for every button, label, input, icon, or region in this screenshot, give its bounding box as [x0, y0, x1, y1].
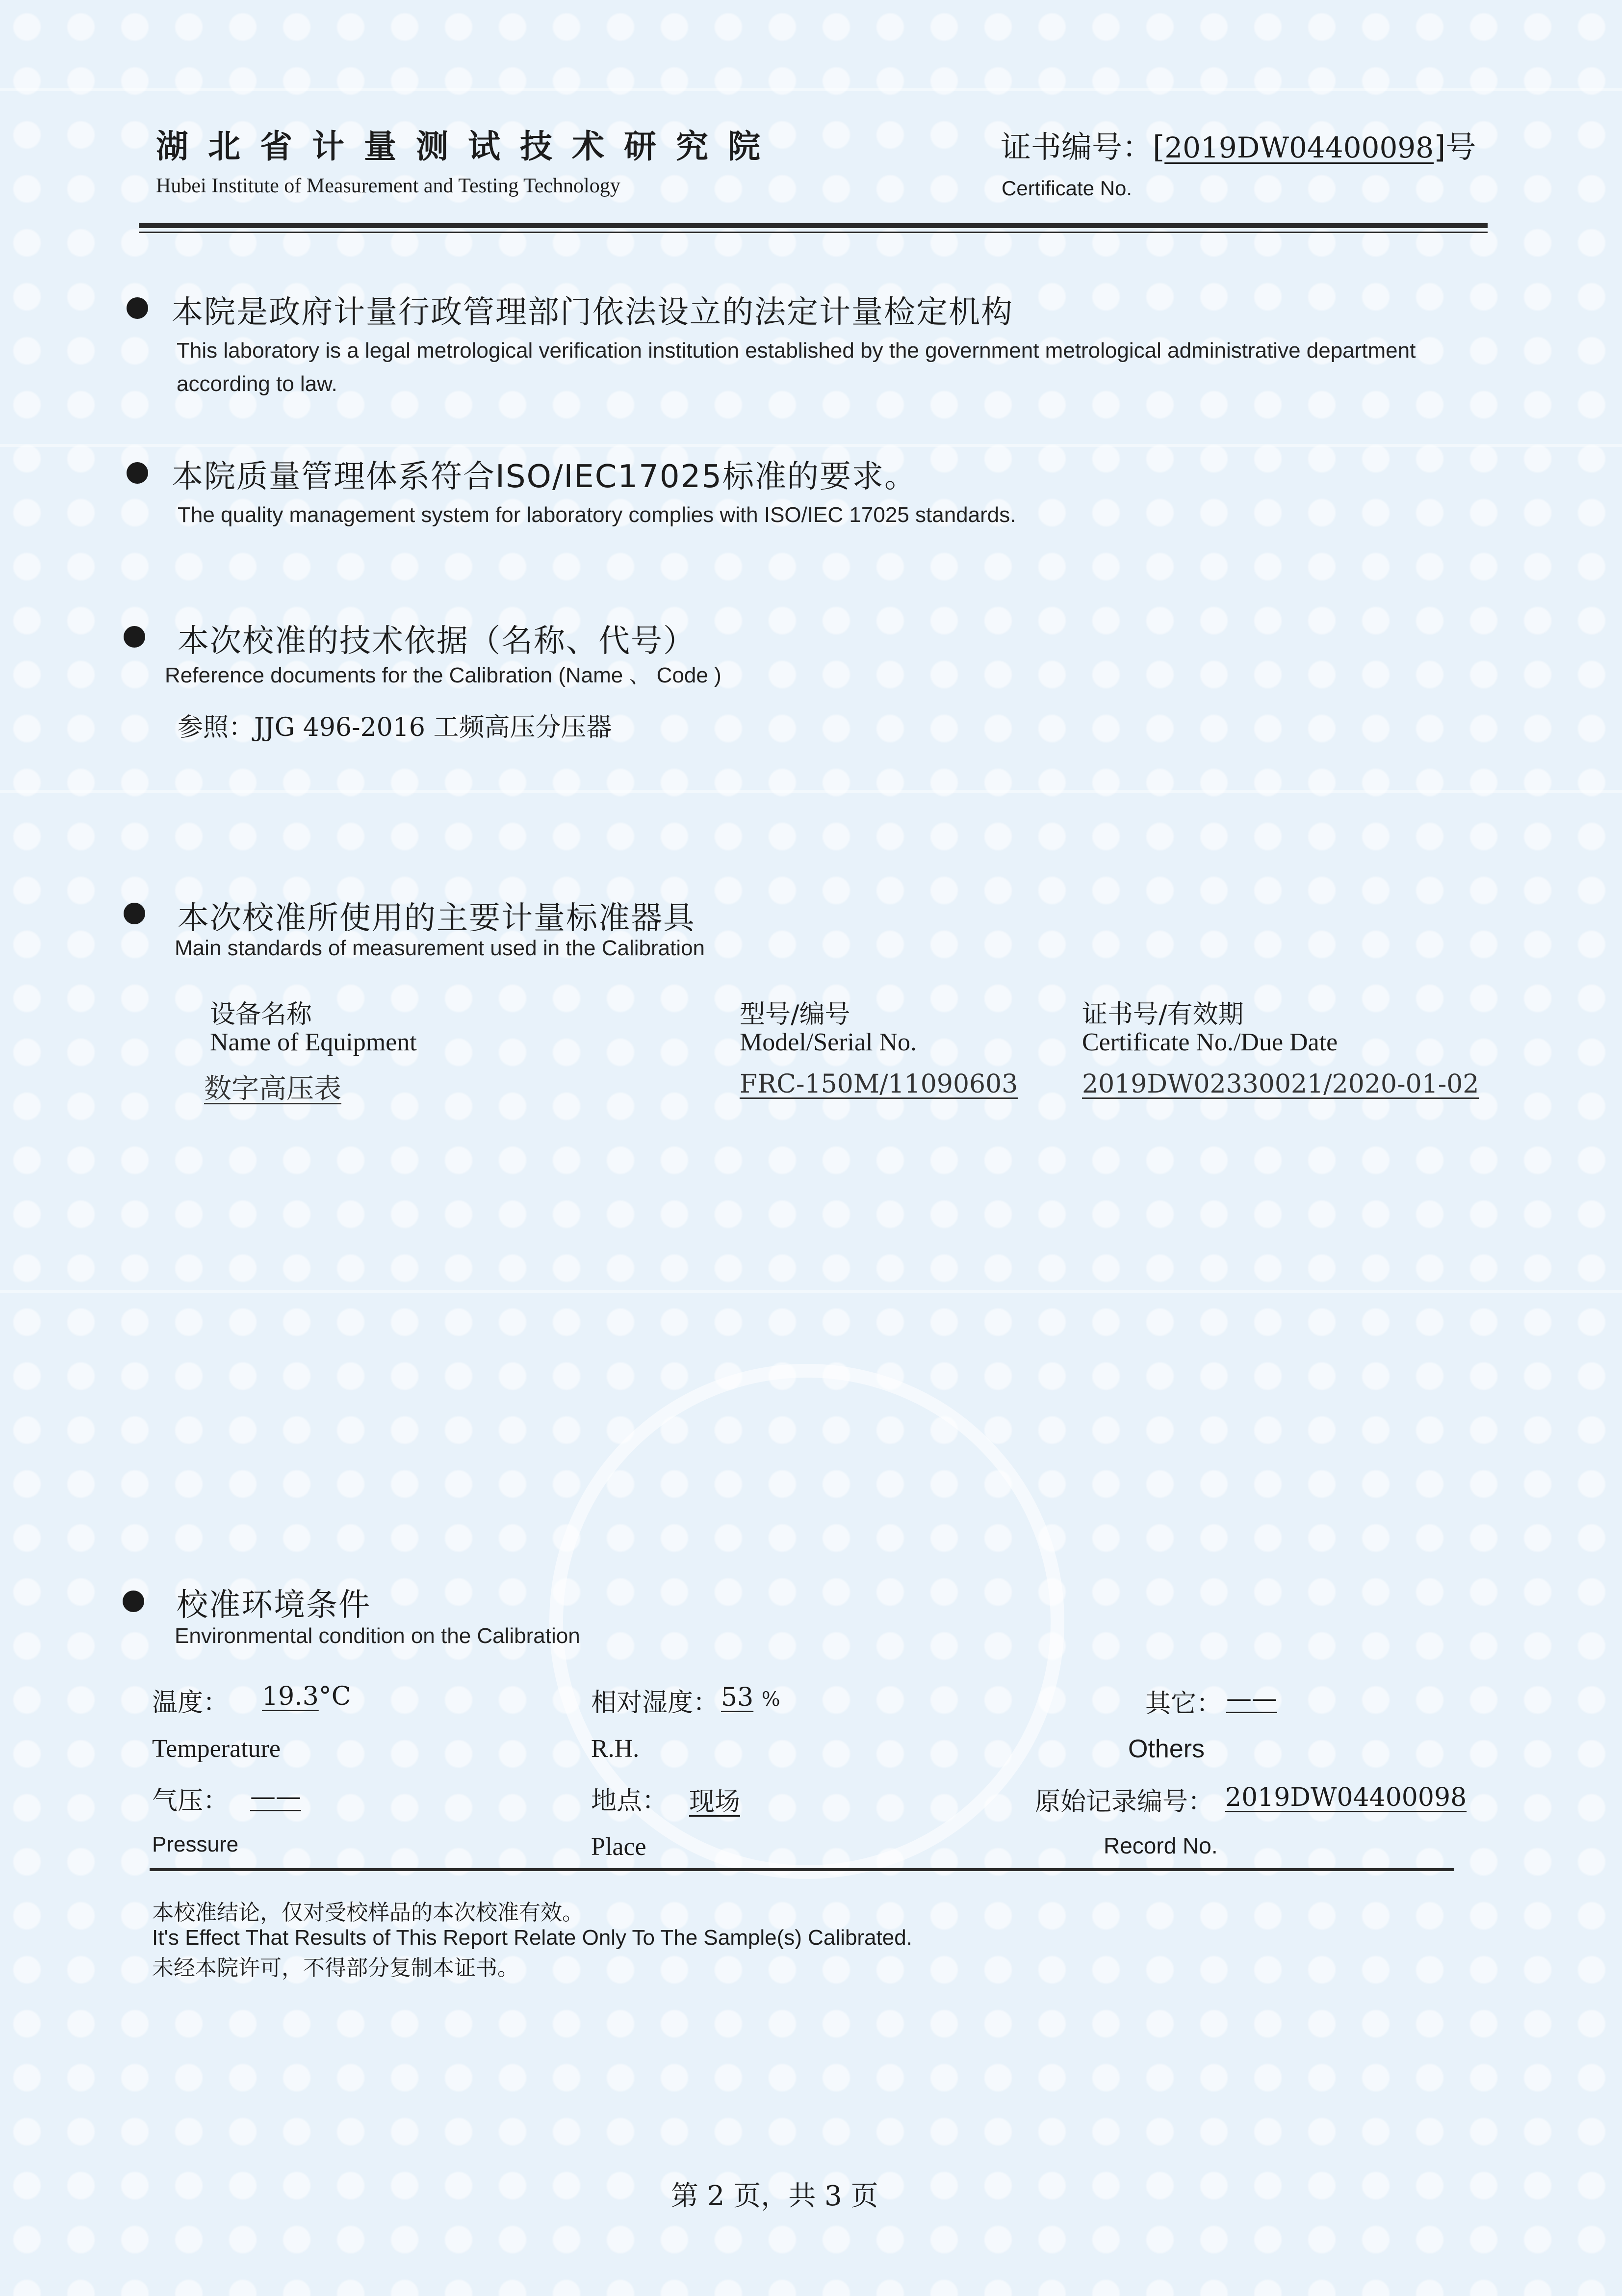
legal-heading-zh: 本院是政府计量行政管理部门依法设立的法定计量检定机构 — [172, 294, 1013, 331]
humidity-value-line — [721, 1683, 780, 1712]
place-label-zh: 地点： — [591, 1786, 668, 1816]
temperature-value-line — [262, 1682, 351, 1711]
pressure-label-en: Pressure — [152, 1832, 239, 1856]
note-validity-zh: 本校准结论，仅对受校样品的本次校准有效。 — [152, 1900, 584, 1925]
column-header-certificate-en: Certificate No./Due Date — [1082, 1028, 1338, 1056]
reference-document: 参照：JJG 496-2016 工频高压分压器 — [178, 713, 612, 742]
temperature-value: 19.3 — [262, 1682, 319, 1711]
others-value: —— — [1226, 1684, 1277, 1713]
scan-band — [0, 88, 1622, 91]
bullet-icon — [127, 462, 148, 484]
certificate-label-en: Certificate No. — [1002, 177, 1133, 200]
others-label-en: Others — [1128, 1735, 1205, 1763]
column-header-equipment-en: Name of Equipment — [210, 1028, 417, 1056]
bullet-icon — [123, 1591, 144, 1612]
certificate-bracket-open: [ — [1153, 129, 1165, 165]
standards-heading-en: Main standards of measurement used in the Calibration — [175, 936, 705, 960]
legal-text-en-2: according to law. — [177, 372, 337, 396]
reference-heading-en: Reference documents for the Calibration (Name 、 Code ) — [165, 663, 721, 687]
reference-heading-zh: 本次校准的技术依据（名称、代号） — [178, 623, 695, 659]
quality-heading-zh: 本院质量管理体系符合ISO/IEC17025标准的要求。 — [172, 459, 917, 495]
column-header-model-en: Model/Serial No. — [740, 1028, 917, 1056]
record-label-zh: 原始记录编号： — [1035, 1787, 1214, 1817]
pressure-label-zh: 气压： — [152, 1786, 229, 1816]
scan-band — [0, 444, 1622, 447]
institute-name-en: Hubei Institute of Measurement and Testing Technology — [156, 175, 620, 197]
environment-heading-zh: 校准环境条件 — [177, 1587, 371, 1623]
equipment-model: FRC-150M/11090603 — [740, 1070, 1018, 1099]
humidity-label-zh: 相对湿度： — [591, 1688, 719, 1718]
temperature-unit: °C — [318, 1682, 351, 1711]
certificate-bracket-close: ]号 — [1434, 129, 1476, 165]
bullet-icon — [124, 903, 145, 924]
record-label-en: Record No. — [1104, 1833, 1218, 1858]
column-header-certificate-zh: 证书号/有效期 — [1082, 1000, 1244, 1029]
note-copy-restriction: 未经本院许可，不得部分复制本证书。 — [152, 1956, 519, 1981]
equipment-name: 数字高压表 — [204, 1073, 341, 1105]
bullet-icon — [124, 626, 145, 648]
scan-band — [0, 1290, 1622, 1293]
record-value: 2019DW04400098 — [1225, 1783, 1467, 1812]
quality-text-en: The quality management system for laboratory complies with ISO/IEC 17025 standards. — [178, 503, 1016, 527]
scan-band — [0, 790, 1622, 793]
humidity-label-en: R.H. — [591, 1735, 640, 1763]
humidity-unit: % — [761, 1688, 780, 1711]
temperature-label-zh: 温度： — [152, 1688, 229, 1718]
column-header-equipment-zh: 设备名称 — [210, 1000, 312, 1029]
others-label-zh: 其它： — [1145, 1689, 1222, 1719]
certificate-number: 2019DW04400098 — [1164, 131, 1434, 164]
humidity-value: 53 — [721, 1683, 754, 1712]
temperature-label-en: Temperature — [152, 1735, 281, 1763]
standards-heading-zh: 本次校准所使用的主要计量标准器具 — [178, 900, 695, 937]
legal-text-en-1: This laboratory is a legal metrological verification institution established by the government metrological administrative department — [177, 339, 1416, 363]
environment-divider — [150, 1868, 1454, 1871]
environment-heading-en: Environmental condition on the Calibration — [175, 1624, 580, 1648]
note-validity-en: It's Effect That Results of This Report Relate Only To The Sample(s) Calibrated. — [152, 1926, 912, 1950]
certificate-number-line — [1001, 123, 1476, 166]
header-divider-thick — [139, 223, 1488, 228]
pressure-value: —— — [250, 1782, 301, 1811]
column-header-model-zh: 型号/编号 — [740, 1000, 850, 1029]
header-divider-thin — [139, 232, 1488, 233]
page-number: 第 2 页，共 3 页 — [671, 2180, 878, 2212]
equipment-certificate: 2019DW02330021/2020-01-02 — [1082, 1070, 1479, 1099]
place-label-en: Place — [591, 1833, 646, 1861]
bullet-icon — [127, 297, 148, 319]
place-value: 现场 — [689, 1787, 741, 1817]
certificate-label-zh: 证书编号： — [1001, 129, 1153, 165]
institute-name-zh: 湖北省计量测试技术研究院 — [156, 128, 780, 165]
